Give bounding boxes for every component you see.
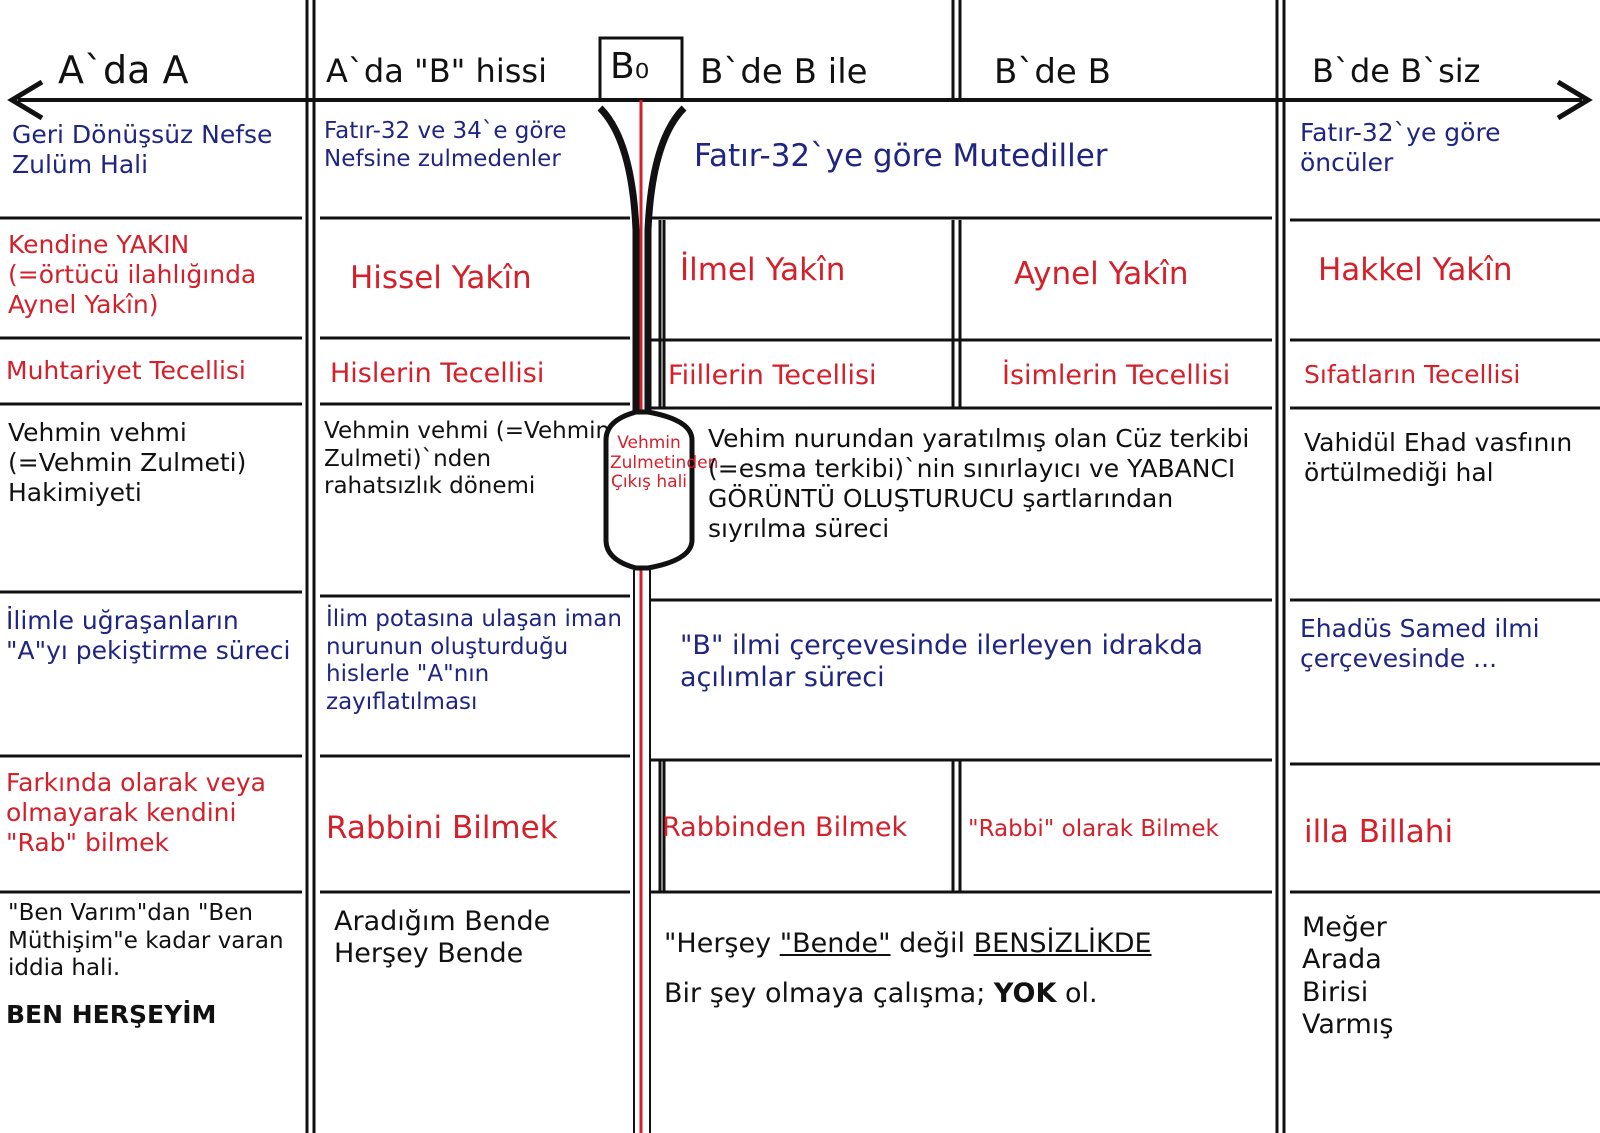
fatir-col2: Fatır-32 ve 34`e göre Nefsine zulmedenler (324, 118, 567, 172)
ilim-col34: "B" ilmi çerçevesinde ilerleyen idrakda açılımlar süreci (680, 630, 1204, 694)
tecelli-col3: Fiillerin Tecellisi (668, 360, 877, 391)
tecelli-col1: Muhtariyet Tecellisi (6, 356, 246, 385)
vehim-bubble-text: Vehmin Zulmetinden Çıkış hali (610, 433, 719, 493)
ilim-col5: Ehadüs Samed ilmi çerçevesinde ... (1300, 614, 1540, 673)
tecelli-col4: İsimlerin Tecellisi (1002, 360, 1231, 391)
vehim-col2: Vehmin vehmi (=Vehmin Zulmeti)`nden rahatsızlık dönemi (324, 418, 611, 500)
fatir-col34: Fatır-32`ye göre Mutediller (694, 138, 1108, 174)
ben-yok: YOK (993, 978, 1057, 1009)
fatir-col1: Geri Dönüşsüz Nefse Zulüm Hali (12, 120, 273, 179)
ben-bir-sey: Bir şey olmaya çalışma; (664, 978, 986, 1009)
ben-col2: Aradığım Bende Herşey Bende (334, 906, 551, 970)
vehim-col1: Vehmin vehmi (=Vehmin Zulmeti) Hakimiyeti (8, 418, 247, 507)
ben-col34-line2 (664, 978, 1264, 1010)
ilim-col2: İlim potasına ulaşan iman nurunun oluşturduğu hislerle "A"nın zayıflatılması (326, 606, 622, 715)
rab-col4: "Rabbi" olarak Bilmek (968, 816, 1219, 842)
header-col-b-de-b-ile: B`de B ile (700, 52, 868, 92)
fatir-col5: Fatır-32`ye göre öncüler (1300, 118, 1501, 177)
header-col-a-da-b-hissi: A`da "B" hissi (326, 52, 547, 90)
header-col-a-da-a: A`da A (58, 48, 189, 92)
ben-degil: değil (899, 928, 966, 959)
tecelli-col5: Sıfatların Tecellisi (1304, 360, 1521, 389)
ilim-col1: İlimle uğraşanların "A"yı pekiştirme süreci (6, 606, 291, 665)
rab-col5: illa Billahi (1304, 814, 1454, 850)
header-col-b-de-b-siz: B`de B`siz (1312, 52, 1481, 90)
yakin-col4: Aynel Yakîn (1014, 256, 1189, 292)
rab-col1: Farkında olarak veya olmayarak kendini "Rab" bilmek (6, 768, 266, 857)
yakin-col3: İlmel Yakîn (680, 252, 846, 288)
ben-herşey: "Herşey (664, 928, 772, 959)
rab-col2: Rabbini Bilmek (326, 810, 558, 846)
ben-col1-bold: BEN HERŞEYİM (6, 1000, 217, 1029)
rab-col3: Rabbinden Bilmek (662, 812, 908, 843)
vehim-col34: Vehim nurundan yaratılmış olan Cüz terkibi (=esma terkibi)`nin sınırlayıcı ve YABANCI GÖRÜNTÜ OLUŞTURUCU şartlarından sıyrılma süreci (708, 424, 1250, 543)
yakin-col2: Hissel Yakîn (350, 260, 532, 296)
yakin-col1: Kendine YAKIN (=örtücü ilahlığında Aynel Yakîn) (8, 230, 257, 319)
ben-bende: "Bende" (779, 928, 891, 959)
header-b0-box: B₀ (610, 46, 650, 87)
vehim-col5: Vahidül Ehad vasfının örtülmediği hal (1304, 428, 1573, 487)
ben-col1: "Ben Varım"dan "Ben Müthişim"e kadar varan iddia hali. (8, 900, 284, 982)
yakin-col5: Hakkel Yakîn (1318, 252, 1513, 288)
header-col-b-de-b: B`de B (994, 52, 1111, 92)
ben-bensizlikde: BENSİZLİKDE (973, 928, 1152, 959)
ben-ol: ol. (1064, 978, 1098, 1009)
tecelli-col2: Hislerin Tecellisi (330, 358, 545, 389)
ben-col34-line1 (664, 928, 1264, 960)
ben-col5: Meğer Arada Birisi Varmış (1302, 912, 1394, 1041)
